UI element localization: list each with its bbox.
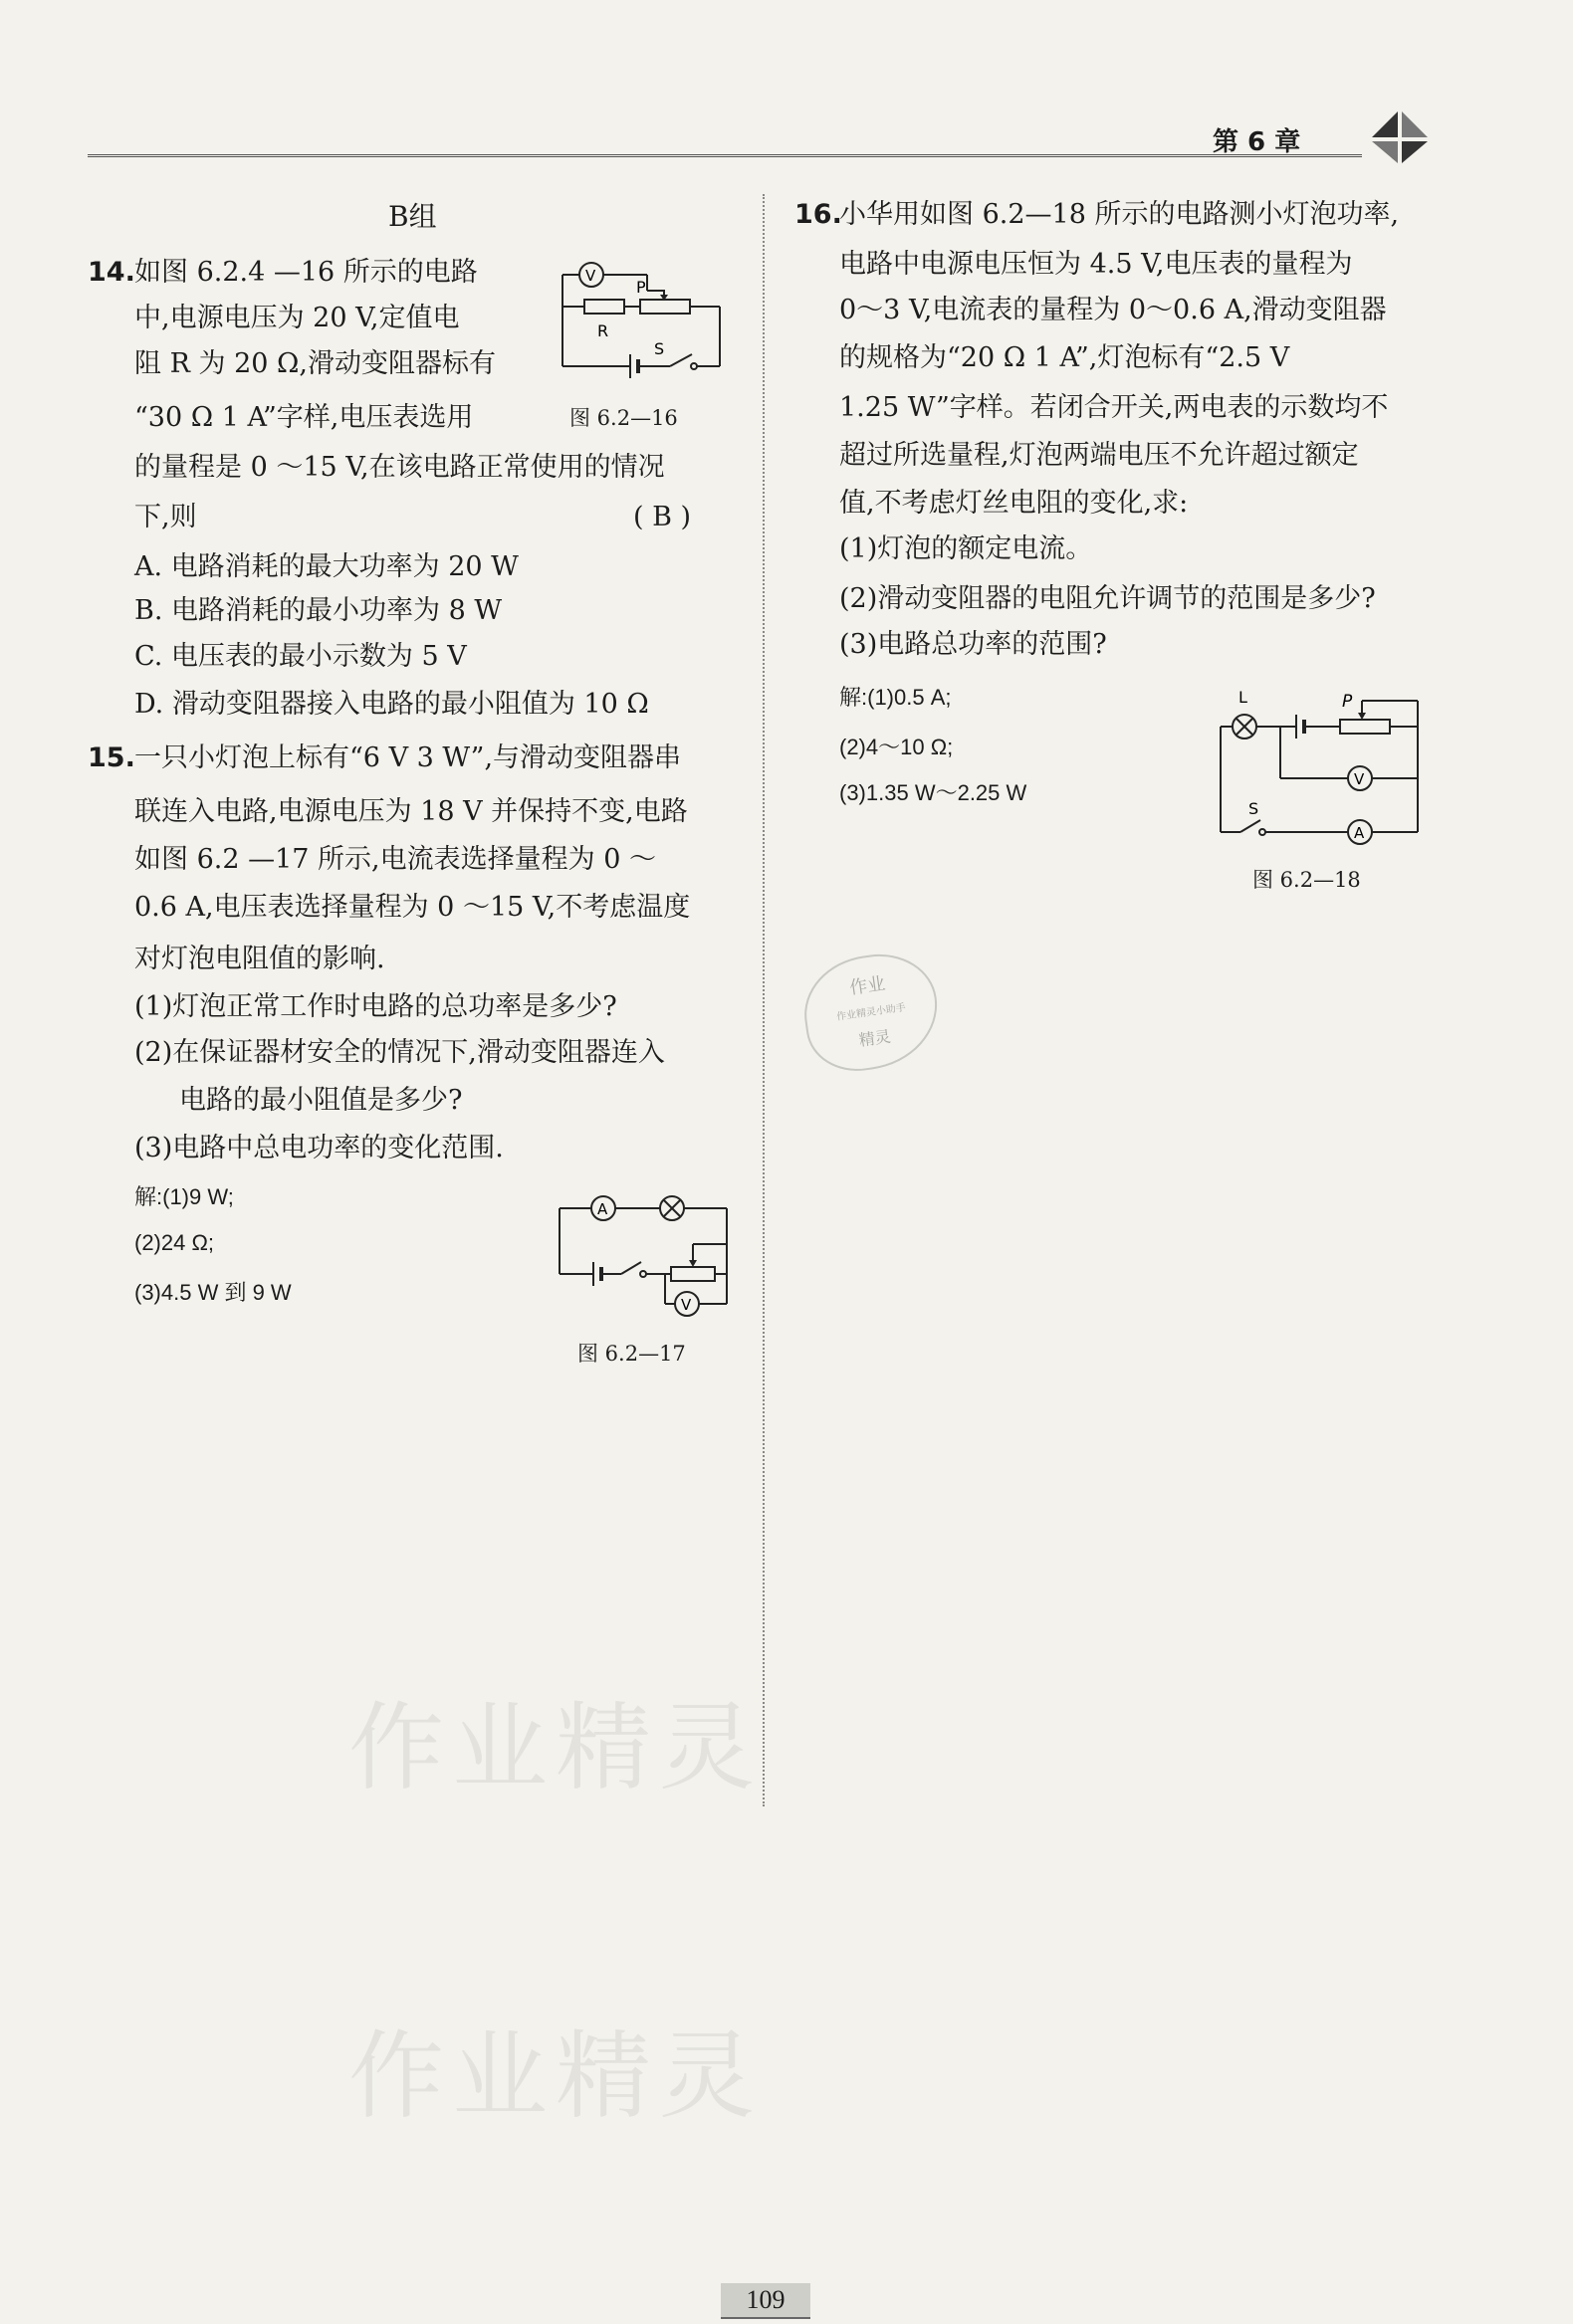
figure-caption: 图 6.2—18 (1252, 868, 1361, 892)
circuit-diagram-6-2-18 (1211, 683, 1430, 852)
header-rule (88, 154, 1362, 157)
svg-text:A: A (597, 1200, 608, 1218)
q16-line: 1.25 W”字样。若闭合开关,两电表的示数均不 (839, 392, 1389, 423)
q15-sub: (3)电路中总电功率的变化范围. (134, 1133, 504, 1163)
q15-line: 联连入电路,电源电压为 18 V 并保持不变,电路 (134, 796, 688, 827)
q16-line: 的规格为“20 Ω 1 A”,灯泡标有“2.5 V (839, 342, 1290, 373)
q14-line: 如图 6.2.4 —16 所示的电路 (134, 257, 478, 288)
q14-option-a: A. 电路消耗的最大功率为 20 W (134, 551, 519, 582)
page-number: 109 (721, 2283, 810, 2319)
figure-caption: 图 6.2—17 (577, 1342, 686, 1366)
q15-sub: 电路的最小阻值是多少? (179, 1085, 463, 1116)
q15-answer: (3)4.5 W 到 9 W (134, 1280, 292, 1305)
svg-text:S: S (1248, 799, 1259, 818)
q14-number: 14. (88, 257, 135, 288)
q14-line: 中,电源电压为 20 V,定值电 (134, 303, 460, 333)
svg-text:S: S (654, 339, 665, 358)
circuit-diagram-6-2-17 (554, 1184, 733, 1324)
q14-line: 的量程是 0 ～15 V,在该电路正常使用的情况 (134, 452, 665, 483)
q16-answer: (2)4～10 Ω; (839, 735, 954, 759)
svg-text:P: P (636, 278, 646, 297)
svg-text:R: R (597, 321, 609, 340)
svg-text:V: V (585, 267, 596, 285)
q16-number: 16. (794, 199, 842, 230)
q16-line: 小华用如图 6.2—18 所示的电路测小灯泡功率, (839, 199, 1400, 230)
watermark-text: 作业精灵 (348, 1692, 763, 1803)
chapter-label: 第 6 章 (1213, 127, 1301, 157)
svg-text:V: V (681, 1296, 692, 1314)
circuit-diagram-6-2-16 (553, 257, 732, 386)
q16-line: 值,不考虑灯丝电阻的变化,求: (839, 488, 1189, 519)
q15-line: 如图 6.2 —17 所示,电流表选择量程为 0 ～ (134, 844, 656, 875)
q15-answer: 解:(1)9 W; (134, 1184, 234, 1209)
svg-text:A: A (1354, 824, 1365, 842)
q16-sub: (3)电路总功率的范围? (839, 629, 1107, 660)
q15-sub: (1)灯泡正常工作时电路的总功率是多少? (134, 991, 617, 1022)
column-divider (763, 194, 765, 1806)
q14-line: “30 Ω 1 A”字样,电压表选用 (134, 402, 474, 433)
q14-answer: ( B ) (633, 502, 692, 532)
q16-line: 超过所选量程,灯泡两端电压不允许超过额定 (839, 440, 1359, 471)
q14-option-d: D. 滑动变阻器接入电路的最小阻值为 10 Ω (134, 689, 649, 720)
q15-line: 0.6 A,电压表选择量程为 0 ～15 V,不考虑温度 (134, 892, 691, 923)
q15-sub: (2)在保证器材安全的情况下,滑动变阻器连入 (134, 1037, 665, 1068)
q16-line: 0～3 V,电流表的量程为 0～0.6 A,滑动变阻器 (839, 295, 1387, 325)
book-logo-icon (1372, 111, 1432, 163)
q15-number: 15. (88, 742, 135, 773)
q16-sub: (1)灯泡的额定电流。 (839, 533, 1093, 564)
figure-caption: 图 6.2—16 (569, 406, 678, 430)
q15-line: 对灯泡电阻值的影响. (134, 944, 385, 974)
q16-sub: (2)滑动变阻器的电阻允许调节的范围是多少? (839, 583, 1376, 614)
group-title: B组 (388, 200, 437, 233)
q15-line: 一只小灯泡上标有“6 V 3 W”,与滑动变阻器串 (134, 742, 682, 773)
q14-line: 下,则 (134, 502, 197, 532)
q14-option-b: B. 电路消耗的最小功率为 8 W (134, 595, 503, 626)
q16-answer: (3)1.35 W～2.25 W (839, 780, 1027, 805)
q16-answer: 解:(1)0.5 A; (839, 685, 952, 710)
q14-line: 阻 R 为 20 Ω,滑动变阻器标有 (134, 348, 496, 379)
q14-option-c: C. 电压表的最小示数为 5 V (134, 641, 467, 672)
svg-text:V: V (1354, 770, 1365, 788)
q15-answer: (2)24 Ω; (134, 1230, 215, 1255)
watermark-text: 作业精灵 (348, 2020, 763, 2132)
svg-text:L: L (1238, 688, 1247, 707)
stamp-seal: 作业 作业精灵小助手 精灵 (797, 947, 946, 1078)
svg-text:P: P (1342, 692, 1353, 712)
q16-line: 电路中电源电压恒为 4.5 V,电压表的量程为 (839, 249, 1353, 280)
